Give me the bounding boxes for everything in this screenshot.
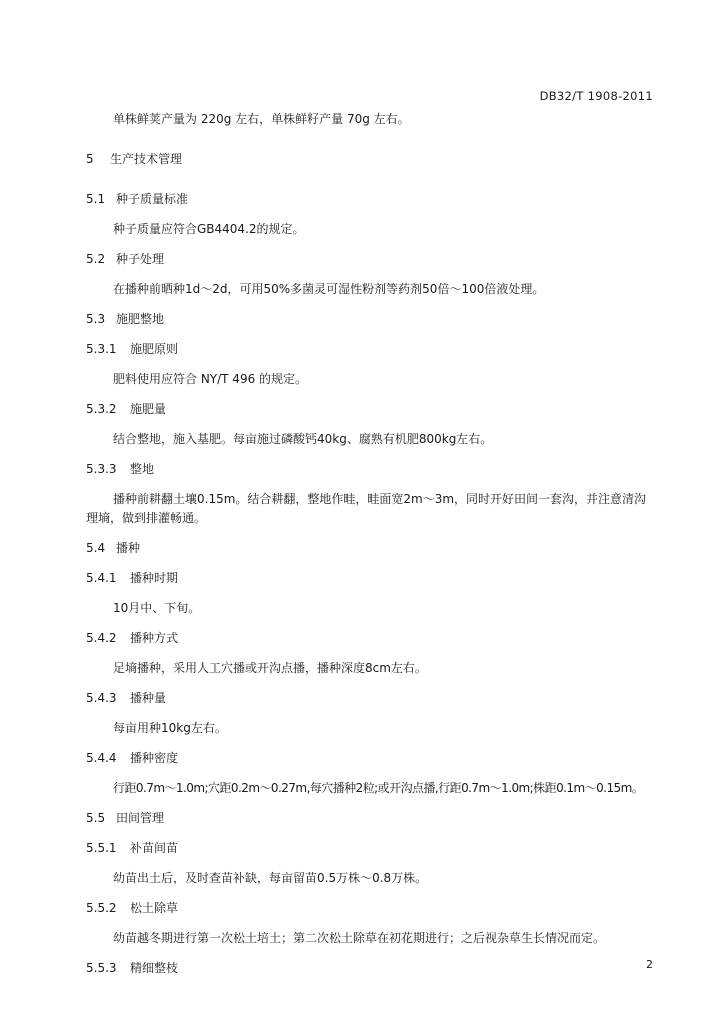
section-5-4-1-text: 10月中、下旬。	[113, 601, 201, 615]
section-5-2-heading	[86, 250, 658, 269]
section-title: 施肥原则	[130, 342, 179, 356]
section-number: 5.5	[86, 811, 106, 825]
section-5-1-heading	[86, 190, 658, 209]
section-5-4-1-heading	[86, 569, 658, 588]
section-number: 5.3.2	[86, 402, 117, 416]
section-title: 播种密度	[130, 751, 179, 765]
section-title: 施肥整地	[116, 312, 165, 326]
section-5-3-2-heading	[86, 400, 658, 419]
section-number: 5.3	[86, 312, 106, 326]
section-5-5-2-text: 幼苗越冬期进行第一次松土培土；第二次松土除草在初花期进行；之后视杂草生长情况而定。	[113, 931, 606, 945]
section-title: 田间管理	[116, 811, 165, 825]
section-title: 播种方式	[130, 631, 179, 645]
section-number: 5.3.1	[86, 342, 117, 356]
section-5-5-3-heading	[86, 959, 658, 978]
section-5-3-heading	[86, 310, 658, 329]
section-title: 种子处理	[116, 252, 165, 266]
section-number: 5.5.2	[86, 901, 117, 915]
section-5-3-1-heading	[86, 340, 658, 359]
section-number: 5	[86, 152, 94, 166]
section-title: 播种量	[130, 691, 167, 705]
section-title: 松土除草	[130, 901, 179, 915]
section-5-5-2-heading	[86, 899, 658, 918]
section-5-1-text: 种子质量应符合GB4404.2的规定。	[113, 222, 305, 236]
section-5-2-text: 在播种前晒种1d～2d，可用50%多菌灵可湿性粉剂等药剂50倍～100倍液处理。	[113, 282, 545, 296]
standard-code: DB32/T 1908-2011	[539, 89, 653, 103]
section-5-4-2-heading	[86, 629, 658, 648]
section-5-3-2-text: 结合整地，施入基肥。每亩施过磷酸钙40kg、腐熟有机肥800kg左右。	[113, 432, 493, 446]
document-body	[86, 110, 658, 978]
section-title: 精细整枝	[130, 961, 179, 975]
section-number: 5.4.2	[86, 631, 117, 645]
section-number: 5.4.3	[86, 691, 117, 705]
section-number: 5.4.1	[86, 571, 117, 585]
section-5-5-1-heading	[86, 839, 658, 858]
section-title: 整地	[130, 462, 155, 476]
section-5-3-3-heading	[86, 460, 658, 479]
section-5-4-2-text: 足墒播种，采用人工穴播或开沟点播，播种深度8cm左右。	[113, 661, 427, 675]
section-5-3-1-text: 肥料使用应符合 NY/T 496 的规定。	[113, 372, 308, 386]
section-title: 施肥量	[130, 402, 167, 416]
section-5-4-heading	[86, 539, 658, 558]
section-5-4-3-heading	[86, 689, 658, 708]
section-5-4-4-heading	[86, 749, 658, 768]
section-title: 播种	[116, 541, 141, 555]
section-5-heading	[86, 150, 658, 169]
section-5-3-3-text: 播种前耕翻土壤0.15m。结合耕翻，整地作畦，畦面宽2m～3m，同时开好田间一套沟，并注意清沟理墒，做到排灌畅通。	[86, 492, 647, 525]
section-number: 5.5.1	[86, 841, 117, 855]
section-number: 5.4	[86, 541, 106, 555]
section-5-5-1-text: 幼苗出土后，及时查苗补缺，每亩留苗0.5万株～0.8万株。	[113, 871, 428, 885]
section-number: 5.3.3	[86, 462, 117, 476]
section-title: 生产技术管理	[110, 152, 183, 166]
section-number: 5.4.4	[86, 751, 117, 765]
section-title: 播种时期	[130, 571, 179, 585]
section-title: 补苗间苗	[130, 841, 179, 855]
section-number: 5.1	[86, 192, 106, 206]
section-5-4-4-text: 行距0.7m～1.0m;穴距0.2m～0.27m,每穴播种2粒;或开沟点播,行距0.7m～1.0m;株距0.1m～0.15m。	[113, 781, 644, 795]
intro-paragraph: 单株鲜荚产量为 220g 左右，单株鲜籽产量 70g 左右。	[113, 112, 410, 126]
page-number: 2	[646, 958, 653, 971]
section-title: 种子质量标准	[116, 192, 189, 206]
section-number: 5.2	[86, 252, 106, 266]
section-5-4-3-text: 每亩用种10kg左右。	[113, 721, 227, 735]
section-5-5-heading	[86, 809, 658, 828]
section-number: 5.5.3	[86, 961, 117, 975]
